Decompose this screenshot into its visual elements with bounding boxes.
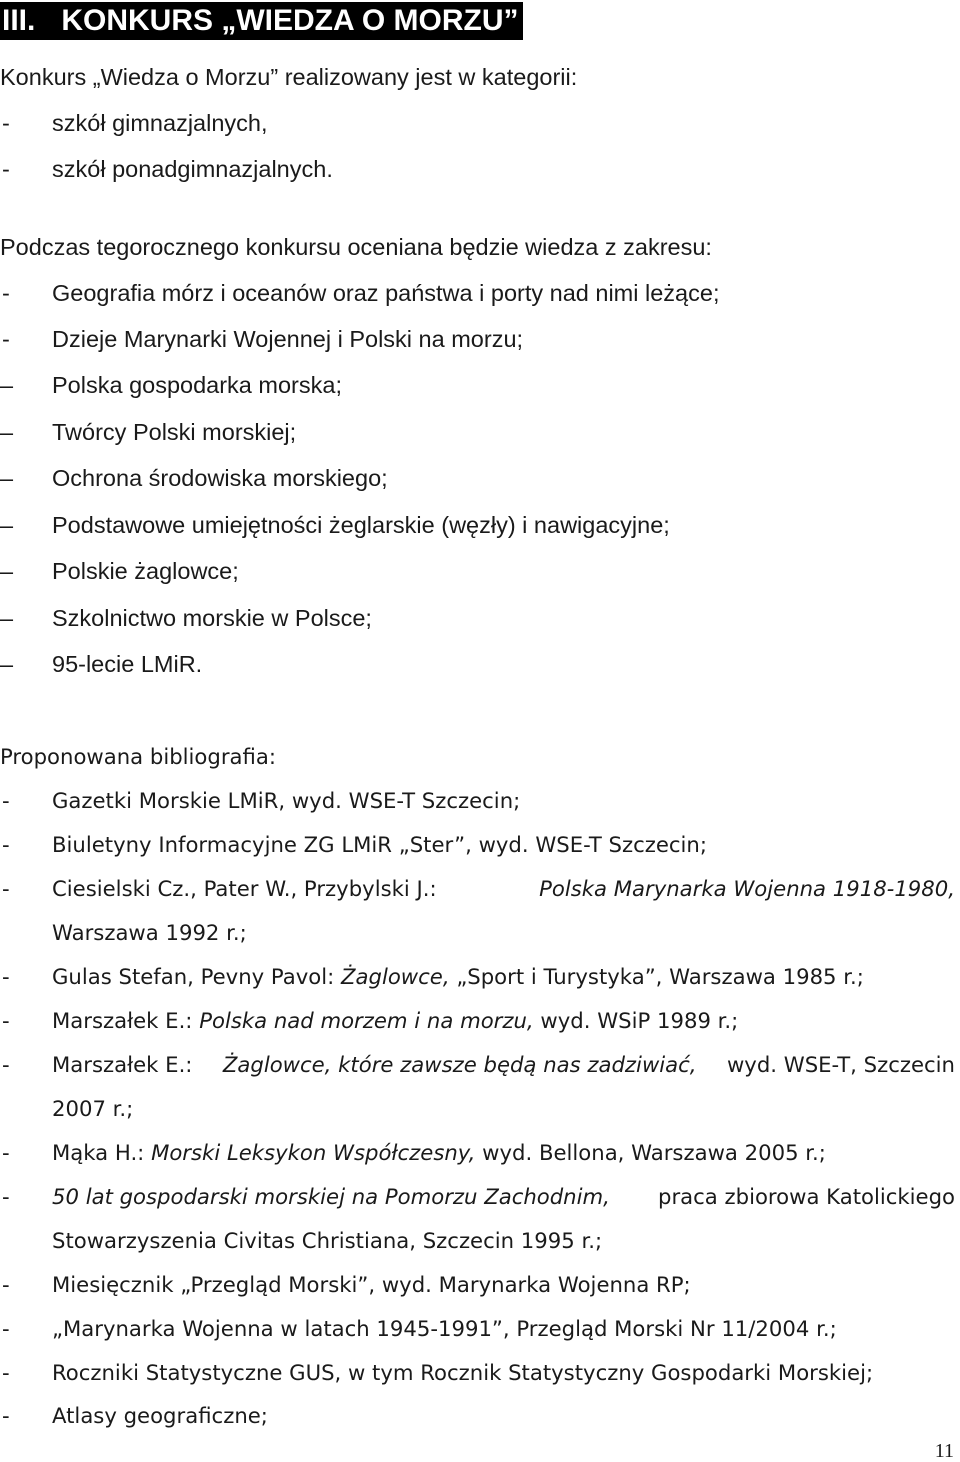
bibliography-author: Marszałek E.:: [52, 1008, 193, 1033]
bibliography-text: 2007 r.;: [52, 1096, 134, 1121]
list-dash: –: [0, 372, 14, 398]
bibliography-author: Mąka H.:: [52, 1140, 145, 1165]
bibliography-author: Ciesielski Cz., Pater W., Przybylski J.:: [52, 876, 437, 901]
list-bullet: -: [2, 1184, 10, 1209]
bibliography-author: Marszałek E.:: [52, 1052, 193, 1077]
list-bullet: -: [2, 832, 10, 857]
bibliography-text: [52, 1138, 826, 1168]
category-label: szkół gimnazjalnych,: [52, 110, 268, 136]
bibliography-author: Gulas Stefan, Pevny Pavol:: [52, 964, 335, 989]
section-title: KONKURS „WIEDZA O MORZU”: [61, 4, 519, 37]
list-bullet: -: [2, 1052, 10, 1077]
scope-label: 95-lecie LMiR.: [52, 651, 203, 677]
bibliography-text: Warszawa 1992 r.;: [52, 920, 247, 945]
bibliography-book-title: Morski Leksykon Współczesny,: [151, 1140, 476, 1165]
bibliography-text: [52, 1006, 738, 1036]
bibliography-book-title: Żaglowce,: [341, 964, 450, 989]
list-bullet: -: [2, 1316, 10, 1341]
bibliography-book-title: Polska nad morzem i na morzu,: [199, 1008, 534, 1033]
bibliography-text: Stowarzyszenia Civitas Christiana, Szczecin 1995 r.;: [52, 1228, 603, 1253]
list-dash: –: [0, 558, 14, 584]
bibliography-text: Atlasy geograficzne;: [52, 1403, 268, 1428]
bibliography-text: Gazetki Morskie LMiR, wyd. WSE-T Szczecin;: [52, 788, 521, 813]
scope-label: Geografia mórz i oceanów oraz państwa i porty nad nimi leżące;: [52, 280, 720, 306]
bibliography-book-title: Żaglowce, które zawsze będą nas zadziwiać,: [222, 1052, 697, 1077]
bibliography-book-title: Polska Marynarka Wojenna 1918-1980,: [539, 876, 955, 901]
section-number: III.: [2, 4, 36, 37]
scope-label: Ochrona środowiska morskiego;: [52, 465, 388, 491]
list-dash: –: [0, 419, 14, 445]
bibliography-publisher: praca zbiorowa Katolickiego: [658, 1184, 955, 1209]
list-bullet: -: [2, 1403, 10, 1428]
list-bullet: -: [2, 876, 10, 901]
bibliography-publisher: „Sport i Turystyka”, Warszawa 1985 r.;: [456, 964, 864, 989]
list-dash: –: [0, 605, 14, 631]
list-bullet: -: [2, 964, 10, 989]
list-bullet: -: [2, 156, 10, 182]
bibliography-title: [0, 742, 276, 772]
bibliography-text: Roczniki Statystyczne GUS, w tym Rocznik Statystyczny Gospodarki Morskiej;: [52, 1360, 874, 1385]
list-dash: –: [0, 512, 14, 538]
intro-paragraph: Konkurs „Wiedza o Morzu” realizowany jest w kategorii:: [0, 64, 578, 90]
list-bullet: -: [2, 1360, 10, 1385]
scope-label: Polskie żaglowce;: [52, 558, 239, 584]
scope-label: Szkolnictwo morskie w Polsce;: [52, 605, 372, 631]
scope-text: [0, 232, 712, 262]
intro-text: [0, 62, 577, 92]
bibliography-publisher: wyd. WSiP 1989 r.;: [540, 1008, 739, 1033]
list-bullet: -: [2, 110, 10, 136]
list-bullet: -: [2, 280, 10, 306]
list-dash: –: [0, 651, 14, 677]
bibliography-text: [52, 1182, 955, 1212]
bibliography-book-title: 50 lat gospodarski morskiej na Pomorzu Zachodnim,: [52, 1184, 610, 1209]
scope-label: Podstawowe umiejętności żeglarskie (węzły) i nawigacyjne;: [52, 512, 670, 538]
page-number: 11: [934, 1440, 954, 1462]
bibliography-publisher: wyd. Bellona, Warszawa 2005 r.;: [482, 1140, 826, 1165]
bibliography-text: Biuletyny Informacyjne ZG LMiR „Ster”, wyd. WSE-T Szczecin;: [52, 832, 707, 857]
list-bullet: -: [2, 1140, 10, 1165]
scope-label: Twórcy Polski morskiej;: [52, 419, 297, 445]
scope-paragraph: Podczas tegorocznego konkursu oceniana będzie wiedza z zakresu:: [0, 234, 712, 260]
list-bullet: -: [2, 1008, 10, 1033]
list-bullet: -: [2, 788, 10, 813]
bibliography-text: [52, 1050, 955, 1080]
bibliography-heading: Proponowana bibliografia:: [0, 744, 277, 769]
bibliography-text: [52, 874, 955, 904]
bibliography-text: Miesięcznik „Przegląd Morski”, wyd. Marynarka Wojenna RP;: [52, 1272, 691, 1297]
bibliography-text: „Marynarka Wojenna w latach 1945-1991”, Przegląd Morski Nr 11/2004 r.;: [52, 1316, 837, 1341]
list-bullet: -: [2, 1272, 10, 1297]
scope-label: Polska gospodarka morska;: [52, 372, 342, 398]
list-bullet: -: [2, 326, 10, 352]
list-dash: –: [0, 465, 14, 491]
category-label: szkół ponadgimnazjalnych.: [52, 156, 333, 182]
scope-label: Dzieje Marynarki Wojennej i Polski na morzu;: [52, 326, 524, 352]
bibliography-text: [52, 962, 864, 992]
section-heading: [0, 2, 523, 40]
bibliography-publisher: wyd. WSE-T, Szczecin: [726, 1052, 955, 1077]
